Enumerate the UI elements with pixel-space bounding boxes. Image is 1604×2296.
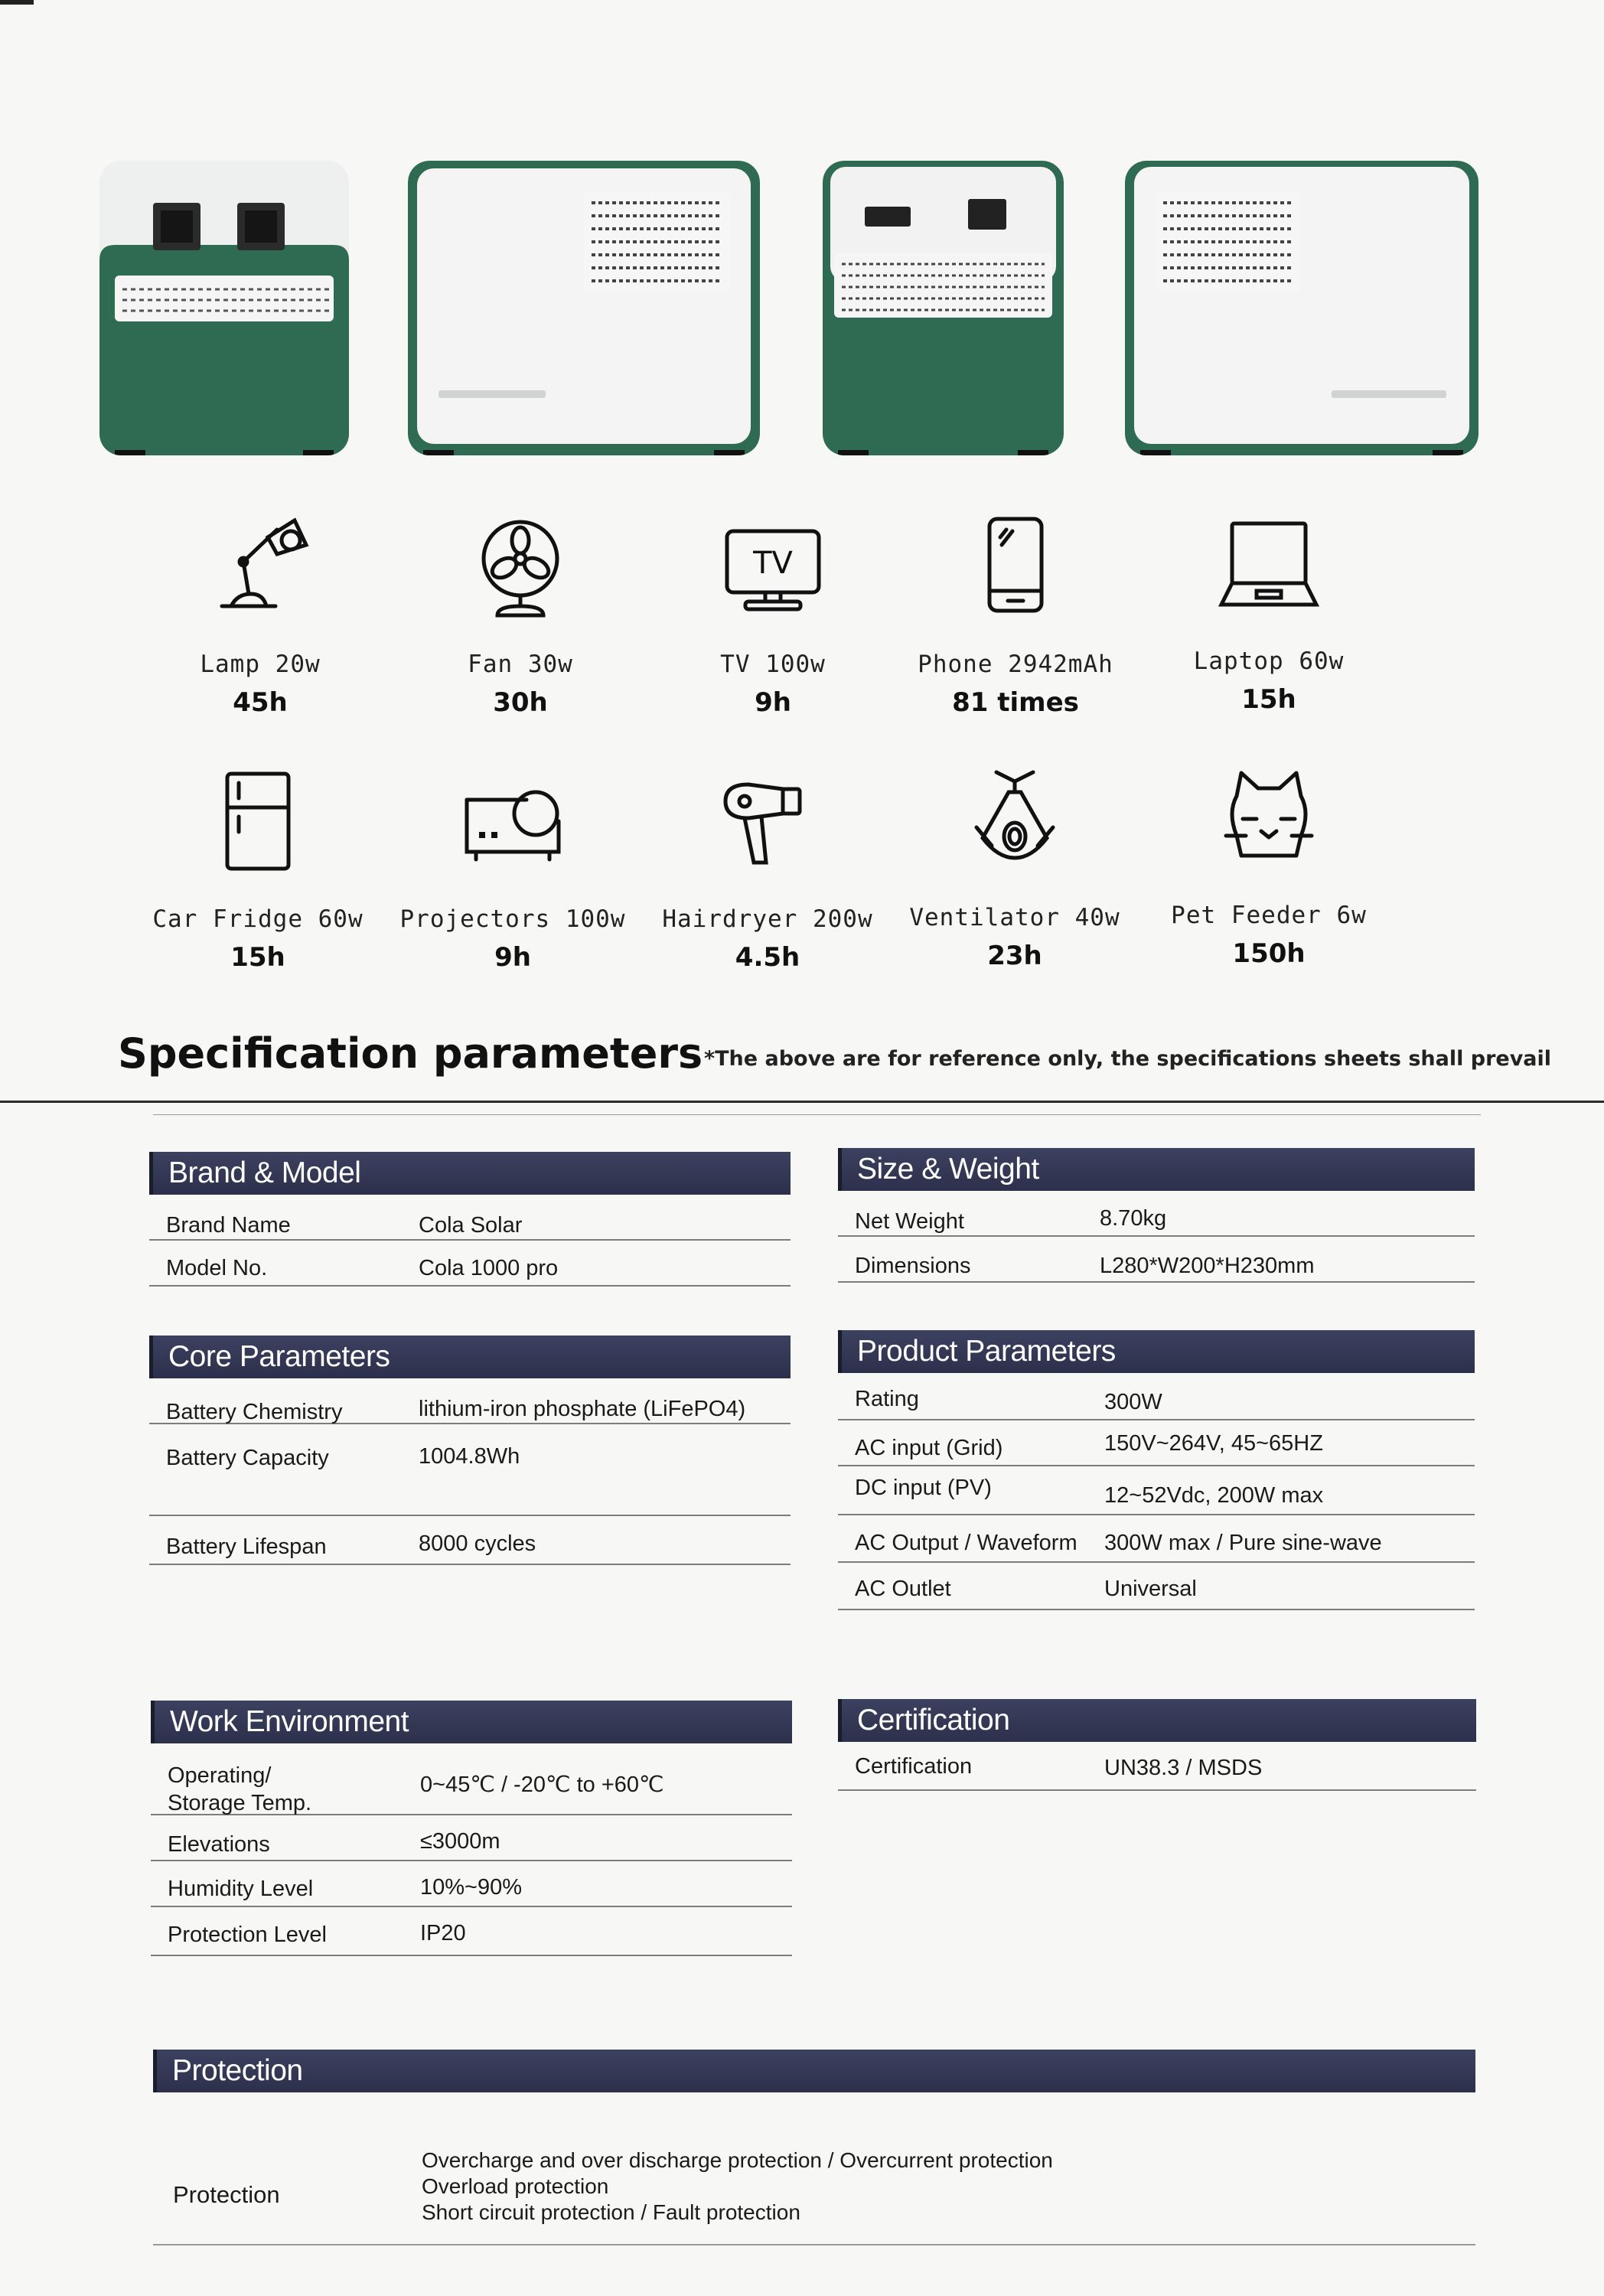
table-row: [838, 1420, 1475, 1466]
pet-feeder-icon: [1215, 765, 1322, 872]
appliance-fan: [398, 514, 643, 718]
appliance-lamp: [138, 514, 383, 718]
tv-icon: [719, 514, 826, 621]
table-header: Certification: [838, 1699, 1476, 1742]
row-value: 0~45℃ / -20℃ to +60℃: [420, 1773, 664, 1797]
laptop-icon: [1215, 511, 1322, 618]
row-value: 12~52Vdc, 200W max: [1104, 1483, 1324, 1508]
protection-item: Overload protection: [422, 2174, 609, 2198]
table-row: [151, 1861, 792, 1907]
row-label: AC Outlet: [855, 1577, 951, 1601]
table-row: [149, 1516, 791, 1565]
row-value: IP20: [420, 1921, 466, 1945]
appliance-car-fridge: [135, 769, 380, 973]
protection-item: Short circuit protection / Fault protection: [422, 2200, 800, 2224]
product-image-side: [408, 161, 760, 455]
table-header: Protection: [153, 2050, 1475, 2092]
lamp-icon: [207, 514, 314, 621]
row-label-line: Storage Temp.: [168, 1791, 312, 1815]
appliance-name: Fan 30w: [468, 651, 573, 678]
appliance-name: TV 100w: [720, 651, 826, 678]
table-row: [149, 1378, 791, 1424]
appliance-runtime: 4.5h: [735, 942, 800, 973]
appliance-name: Hairdryer 200w: [662, 905, 873, 933]
row-value: L280*W200*H230mm: [1100, 1254, 1315, 1278]
corner-mark: [0, 0, 34, 5]
table-row: [151, 1907, 792, 1956]
row-label: Dimensions: [855, 1254, 971, 1278]
row-label: Net Weight: [855, 1209, 964, 1234]
product-image-side-2: [1125, 161, 1478, 455]
appliance-runtime: 150h: [1232, 938, 1306, 969]
row-value: Cola 1000 pro: [419, 1256, 559, 1280]
table-work-environment: [151, 1701, 792, 1956]
table-row: [151, 1815, 792, 1861]
row-label: Protection Level: [168, 1923, 327, 1947]
row-label: Protection: [173, 2181, 280, 2208]
appliance-projector: [390, 769, 635, 973]
table-row: [149, 1195, 791, 1241]
row-value: ≤3000m: [420, 1829, 500, 1854]
appliance-name: Car Fridge 60w: [152, 905, 364, 933]
appliance-name: Ventilator 40w: [909, 904, 1120, 931]
product-image-front: [99, 161, 349, 455]
table-row: [838, 1563, 1475, 1610]
row-label-line: Operating/: [168, 1763, 272, 1788]
table-row: [149, 1424, 791, 1516]
table-row: [838, 1191, 1475, 1237]
row-label: Battery Capacity: [166, 1446, 329, 1470]
appliance-name: Phone 2942mAh: [918, 651, 1113, 678]
row-value: 1004.8Wh: [419, 1444, 520, 1469]
fan-icon: [467, 514, 574, 621]
row-value: Universal: [1104, 1577, 1197, 1601]
table-brand-model: [149, 1152, 791, 1287]
row-label: Rating: [855, 1387, 919, 1411]
table-protection: [153, 2050, 1475, 2245]
protection-item: Overcharge and over discharge protection / Overcurrent protection: [422, 2148, 1053, 2172]
table-header: Size & Weight: [838, 1148, 1475, 1191]
svg-text:TV: TV: [753, 546, 793, 581]
appliance-name: Laptop 60w: [1193, 647, 1345, 675]
appliance-name: Lamp 20w: [200, 651, 321, 678]
row-label: Battery Chemistry: [166, 1400, 343, 1424]
projector-icon: [459, 769, 566, 876]
protection-list: [422, 2148, 1053, 2226]
row-label: Elevations: [168, 1832, 270, 1857]
appliance-pet-feeder: [1146, 765, 1391, 969]
appliance-runtime: 9h: [494, 942, 531, 973]
hairdryer-icon: [714, 769, 821, 876]
row-label: DC input (PV): [855, 1476, 992, 1500]
appliance-name: Pet Feeder 6w: [1171, 902, 1367, 929]
row-label: Brand Name: [166, 1213, 291, 1238]
product-image-back: [823, 161, 1064, 455]
table-product-parameters: [838, 1330, 1475, 1610]
phone-icon: [962, 514, 1069, 621]
table-row: [838, 1742, 1476, 1791]
table-header: Work Environment: [151, 1701, 792, 1743]
appliance-name: Projectors 100w: [399, 905, 626, 933]
row-value: 8000 cycles: [419, 1531, 536, 1556]
row-label: [168, 1762, 311, 1817]
appliance-tv: [650, 514, 895, 718]
appliance-phone: [893, 514, 1138, 718]
row-value: UN38.3 / MSDS: [1104, 1756, 1263, 1780]
appliance-ventilator: [892, 768, 1137, 971]
row-value: 10%~90%: [420, 1875, 523, 1900]
row-label: Certification: [855, 1754, 973, 1779]
appliance-laptop: [1146, 511, 1391, 715]
spec-title: Specification parameters: [118, 1029, 703, 1078]
table-header: Brand & Model: [149, 1152, 791, 1195]
row-value: 150V~264V, 45~65HZ: [1104, 1431, 1323, 1456]
appliance-hairdryer: [645, 769, 890, 973]
section-divider: [0, 1101, 1604, 1103]
table-header: Core Parameters: [149, 1336, 791, 1378]
row-label: AC Output / Waveform: [855, 1531, 1077, 1555]
table-row: [838, 1466, 1475, 1515]
table-certification: [838, 1699, 1476, 1791]
table-row: [838, 1373, 1475, 1420]
spec-note: *The above are for reference only, the specifications sheets shall prevail: [704, 1047, 1552, 1071]
appliance-runtime: 30h: [493, 687, 548, 718]
appliance-runtime: 81 times: [952, 687, 1079, 718]
row-label: Battery Lifespan: [166, 1534, 327, 1559]
table-row: [149, 1241, 791, 1287]
table-row: [838, 1237, 1475, 1283]
table-row: [838, 1515, 1475, 1563]
section-divider-thin: [153, 1114, 1481, 1115]
appliance-runtime: 9h: [755, 687, 791, 718]
appliance-runtime: 15h: [1241, 684, 1296, 715]
row-value: lithium-iron phosphate (LiFePO4): [419, 1397, 746, 1421]
fridge-icon: [204, 769, 311, 876]
row-label: Humidity Level: [168, 1877, 314, 1901]
appliance-runtime: 23h: [987, 941, 1042, 971]
row-value: 300W: [1104, 1390, 1162, 1414]
table-core-parameters: [149, 1336, 791, 1565]
table-row: [153, 2092, 1475, 2245]
row-value: Cola Solar: [419, 1213, 523, 1238]
row-value: 300W max / Pure sine-wave: [1104, 1531, 1382, 1555]
ventilator-icon: [961, 768, 1068, 875]
row-value: 8.70kg: [1100, 1206, 1167, 1231]
table-header: Product Parameters: [838, 1330, 1475, 1373]
appliance-runtime: 15h: [230, 942, 285, 973]
appliance-runtime: 45h: [233, 687, 288, 718]
table-row: [151, 1743, 792, 1815]
row-label: Model No.: [166, 1256, 268, 1280]
row-label: AC input (Grid): [855, 1436, 1003, 1460]
table-size-weight: [838, 1148, 1475, 1283]
